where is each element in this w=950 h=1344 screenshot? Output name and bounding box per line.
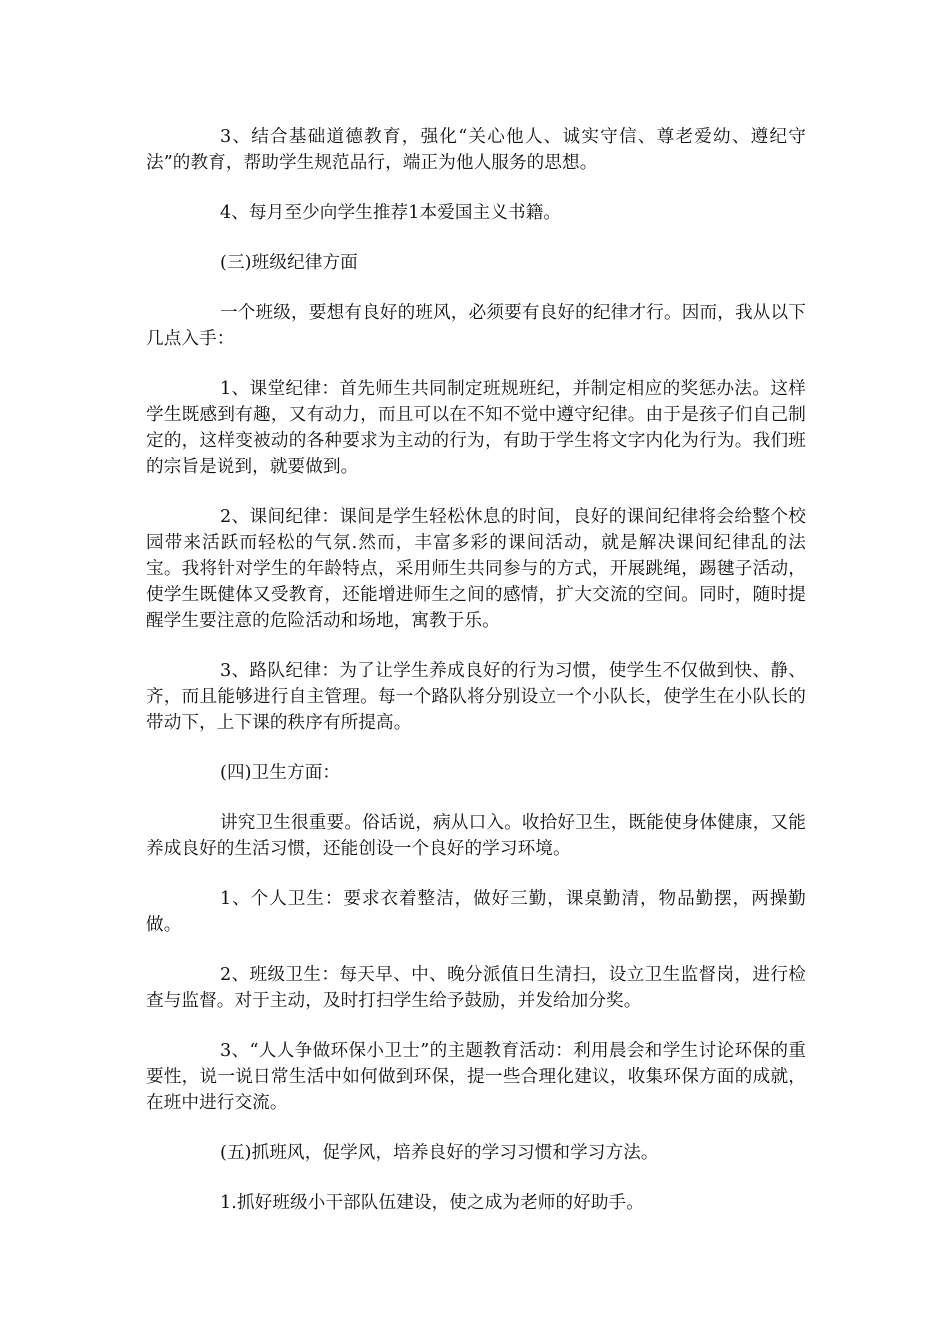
section-heading-hygiene: (四)卫生方面： — [220, 763, 341, 783]
paragraph-class-cadres: 1.抓好班级小干部队伍建设，使之成为老师的好助手。 — [220, 1193, 644, 1213]
paragraph-class-hygiene: 2、班级卫生：每天早、中、晚分派值日生清扫，设立卫生监督岗，进行检查与监督。对于主动，及时打扫学生给予鼓励，并发给加分奖。 — [146, 965, 806, 1011]
section-heading-discipline: (三)班级纪律方面 — [220, 253, 358, 273]
paragraph-environmental-activity: 3、“人人争做环保小卫士”的主题教育活动：利用晨会和学生讨论环保的重要性，说一说日常生活中如何做到环保，提一些合理化建议，收集环保方面的成就，在班中进行交流。 — [146, 1041, 806, 1113]
document-body — [146, 124, 806, 1240]
paragraph-line-discipline: 3、路队纪律：为了让学生养成良好的行为习惯，使学生不仅做到快、静、齐，而且能够进行自主管理。每一个路队将分别设立一个小队长，使学生在小队长的带动下，上下课的秩序有所提高。 — [146, 661, 806, 733]
paragraph-moral-education: 3、结合基础道德教育，强化“关心他人、诚实守信、尊老爱幼、遵纪守法”的教育，帮助学生规范品行，端正为他人服务的思想。 — [146, 127, 806, 173]
paragraph-classroom-discipline: 1、课堂纪律：首先师生共同制定班规班纪，并制定相应的奖惩办法。这样学生既感到有趣，又有动力，而且可以在不知不觉中遵守纪律。由于是孩子们自己制定的，这样变被动的各种要求为主动的行为，有助于学生将文字内化为行为。我们班的宗旨是说到，就要做到。 — [146, 379, 806, 477]
paragraph-discipline-intro: 一个班级，要想有良好的班风，必须要有良好的纪律才行。因而，我从以下几点入手： — [146, 303, 806, 349]
paragraph-book-recommendation: 4、每月至少向学生推荐1本爱国主义书籍。 — [220, 203, 562, 223]
paragraph-personal-hygiene: 1、个人卫生：要求衣着整洁，做好三勤，课桌勤清，物品勤摆，两操勤做。 — [146, 889, 806, 935]
paragraph-recess-discipline: 2、课间纪律：课间是学生轻松休息的时间，良好的课间纪律将会给整个校园带来活跃而轻松的气氛.然而，丰富多彩的课间活动，就是解决课间纪律乱的法宝。我将针对学生的年龄特点，采用师生共同参与的方式，开展跳绳，踢毽子活动，使学生既健体又受教育，还能增进师生之间的感情，扩大交流的空间。同时，随时提醒学生要注意的危险活动和场地，寓教于乐。 — [146, 507, 806, 631]
section-heading-class-style: (五)抓班风，促学风，培养良好的学习习惯和学习方法。 — [220, 1143, 659, 1163]
paragraph-hygiene-intro: 讲究卫生很重要。俗话说，病从口入。收拾好卫生，既能使身体健康，又能养成良好的生活习惯，还能创设一个良好的学习环境。 — [146, 813, 806, 859]
